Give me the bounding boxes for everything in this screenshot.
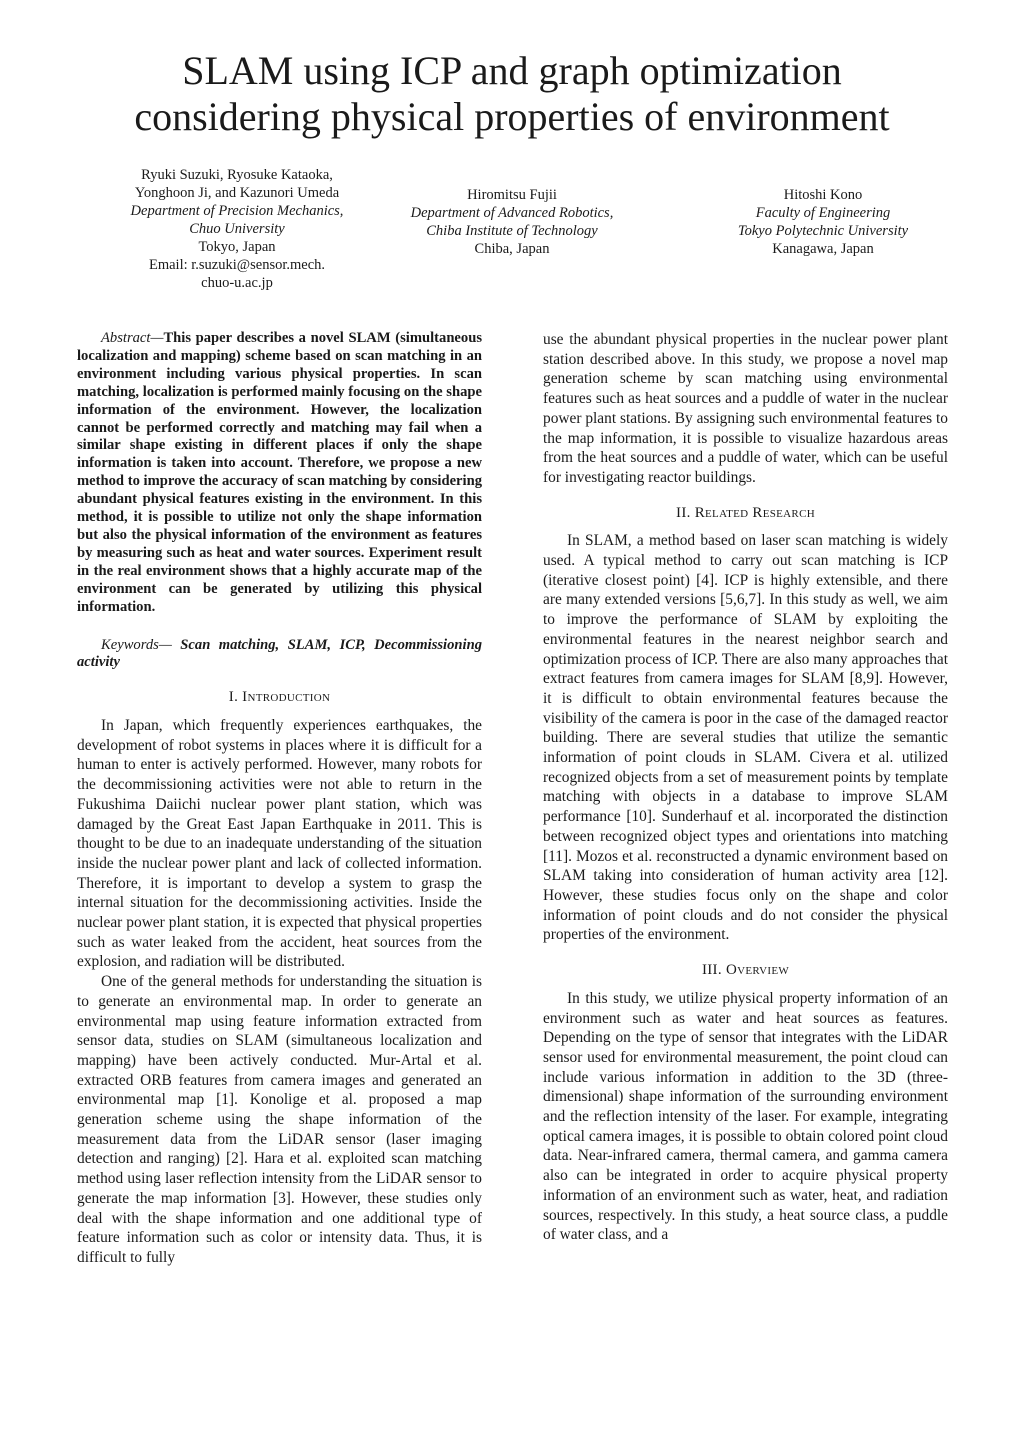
- abstract: [77, 330, 482, 617]
- author-location: Chiba, Japan: [474, 241, 550, 257]
- author-department-line-1: Department of Advanced Robotics,: [410, 205, 614, 221]
- abstract-text: This paper describes a novel SLAM (simultaneous localization and mapping) scheme based on scan matching in an environment including various physical properties. In scan matching, localization is performed mainly focusing on the shape information of the environment. However, the localization cannot be performed correctly and matching may fail when a similar shape existing in different places if only the shape information is taken into account. Therefore, we propose a new method to improve the accuracy of scan matching by considering abundant physical features existing in the environment. In this method, it is possible to utilize not only the shape information but also the physical information of the environment as features by measuring such as heat and water sources. Experiment result in the real environment shows that a highly accurate map of the environment can be generated by utilizing this physical information.: [77, 330, 482, 615]
- author-location: Tokyo, Japan: [198, 239, 276, 255]
- author-location: Kanagawa, Japan: [772, 241, 874, 257]
- author-block-3: [668, 186, 978, 258]
- abstract-label: Abstract—: [101, 330, 164, 346]
- paper-title-line-2: considering physical properties of environment: [134, 94, 890, 139]
- section-heading-related-research: II. Related Research: [676, 504, 815, 521]
- section-heading-introduction: I. Introduction: [228, 689, 331, 706]
- intro-paragraph-2: One of the general methods for understanding the situation is to generate an environmental map. In order to generate an environmental map using feature information extracted from sensor data, studies on SLAM (simultaneous localization and mapping) have been actively conducted. Mur-Artal et al. extracted ORB features from camera images and generated an environmental map [1]. Konolige et al. proposed a map generation scheme using the shape information of the measurement data from the LiDAR sensor (laser imaging detection and ranging) [2]. Hara et al. exploited scan matching method using laser reflection intensity from the LiDAR sensor to generate the map information [3]. However, these studies only deal with the shape information and one additional type of feature information such as color or intensity data. Thus, it is difficult to fully: [77, 973, 482, 1266]
- keywords: [77, 637, 482, 673]
- author-department-line-1: Faculty of Engineering: [755, 205, 891, 221]
- author-block-2: [362, 186, 662, 258]
- section-heading-overview: III. Overview: [701, 962, 790, 979]
- paper-title-line-1: SLAM using ICP and graph optimization: [182, 48, 842, 93]
- keywords-text: Scan matching, SLAM, ICP, Decommissioning activity: [77, 636, 482, 671]
- paper-title: [0, 48, 1024, 140]
- author-department-line-2: Chuo University: [189, 221, 285, 237]
- author-email-line-1: Email: r.suzuki@sensor.mech.: [148, 257, 326, 273]
- author-department-line-1: Department of Precision Mechanics,: [130, 203, 344, 219]
- author-email-line-2: chuo-u.ac.jp: [201, 275, 273, 291]
- author-names-line-1: Ryuki Suzuki, Ryosuke Kataoka,: [141, 167, 333, 183]
- right-column: [543, 330, 948, 1245]
- related-paragraph-1: In SLAM, a method based on laser scan matching is widely used. A typical method to carry out scan matching is ICP (iterative closest point) [4]. ICP is highly extensible, and there are many extended versions [5,6,7]. In this study as well, we aim to improve the performance of SLAM by exploiting the environmental features in the nearest neighbor search and optimization process of ICP. There are also many approaches that extract features from camera images for SLAM [8,9]. However, it is difficult to obtain environmental features because the visibility of the camera is poor in the case of the damaged reactor building. There are several studies that utilize the semantic information of point clouds in SLAM. Civera et al. utilized recognized objects from a set of measurement points by template matching with objects in a database to improve SLAM performance [10]. Sunderhauf et al. incorporated the distinction between recognized object types and orientations into matching [11]. Mozos et al. reconstructed a dynamic environment based on SLAM taking into consideration of human activity area [12]. However, these studies focus only on the shape and color information of point clouds and do not consider the physical properties of the environment.: [543, 532, 948, 944]
- author-names-line-2: Yonghoon Ji, and Kazunori Umeda: [134, 185, 340, 201]
- author-block-1: [72, 166, 402, 292]
- author-department-line-2: Chiba Institute of Technology: [426, 223, 598, 239]
- author-name: Hitoshi Kono: [783, 187, 863, 203]
- author-department-line-2: Tokyo Polytechnic University: [737, 223, 909, 239]
- left-column: [77, 330, 482, 1268]
- author-name: Hiromitsu Fujii: [467, 187, 557, 203]
- intro-paragraph-3: use the abundant physical properties in the nuclear power plant station described above. In this study, we propose a novel map generation scheme by scan matching using environmental features such as heat sources and a puddle of water in the nuclear power plant stations. By assigning such environmental features to the map information, it is possible to visualize hazardous areas from the heat sources and a puddle of water, which can be useful for investigating reactor buildings.: [543, 331, 948, 486]
- intro-paragraph-1: In Japan, which frequently experiences earthquakes, the development of robot systems in places where it is difficult for a human to enter is actively performed. However, many robots for the decommissioning activities were not able to return in the Fukushima Daiichi nuclear power plant station, which was damaged by the Great East Japan Earthquake in 2011. This is thought to be due to an inadequate understanding of the situation inside the nuclear power plant and lack of collected information. Therefore, it is important to develop a system to grasp the internal situation for the decommissioning activities. Inside the nuclear power plant station, it is expected that physical properties such as water leaked from the accident, heat sources from the explosion, and radiation will be distributed.: [77, 717, 482, 971]
- overview-paragraph-1: In this study, we utilize physical property information of an environment such as water and heat sources as features. Depending on the type of sensor that integrates with the LiDAR sensor used for environmental measurement, the point cloud can include various information in addition to the 3D (three-dimensional) shape information of the surrounding environment and the reflection intensity of the laser. For example, integrating optical camera images, it is possible to obtain colored point cloud data. Near-infrared camera, thermal camera, and gamma camera also can be integrated in order to acquire physical property information of an environment such as water, heat, and radiation sources, respectively. In this study, a heat source class, a puddle of water class, and a: [543, 989, 948, 1244]
- keywords-label: Keywords—: [101, 636, 172, 653]
